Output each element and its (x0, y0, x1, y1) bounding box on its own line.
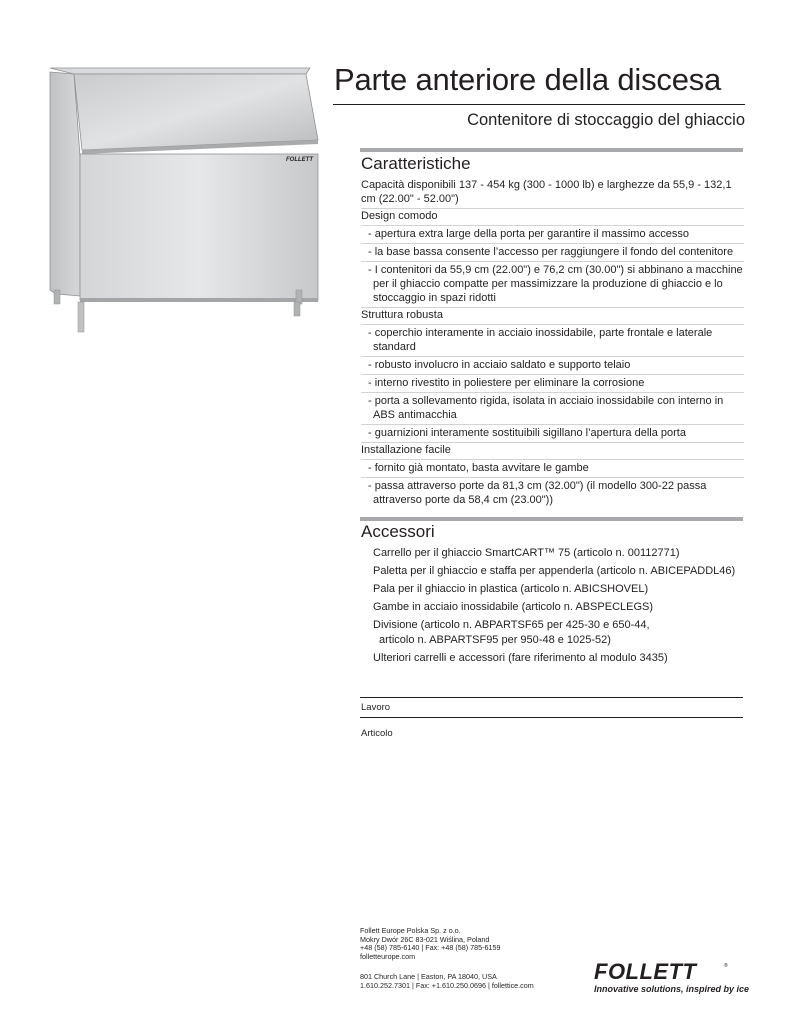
accessories-heading: Accessori (361, 522, 435, 541)
accessories-list (373, 546, 753, 669)
features-heading: Caratteristiche (361, 154, 471, 173)
footer-line: Follett Europe Polska Sp. z o.o. (360, 926, 461, 935)
feature-category: Struttura robusta (361, 308, 744, 325)
features-list (361, 177, 744, 509)
svg-text:®: ® (724, 963, 728, 969)
feature-bullet: - porta a sollevamento rigida, isolata in acciaio inossidabile con interno in ABS antimacchia (361, 393, 744, 425)
brand-badge: FOLLETT (286, 157, 313, 163)
accessory-item: Gambe in acciaio inossidabile (articolo n. ABSPECLEGS) (373, 601, 654, 613)
footer-usa-address (360, 973, 534, 990)
job-field-rule (360, 717, 743, 718)
feature-bullet: - fornito già montato, basta avvitare le gambe (361, 460, 744, 478)
accessory-item: Paletta per il ghiaccio e staffa per appenderla (articolo n. ABICEPADDL46) (373, 565, 736, 577)
feature-category: Installazione facile (361, 443, 744, 460)
feature-bullet: - robusto involucro in acciaio saldato e supporto telaio (361, 357, 744, 375)
footer-line: 1.610.252.7301 | Fax: +1.610.250.0696 | follettice.com (360, 980, 534, 990)
ice-bin-product-image (44, 60, 324, 340)
title-rule (333, 104, 745, 105)
feature-bullet: - passa attraverso porte da 81,3 cm (32.00") (il modello 300-22 passa attraverso porte da 58,4 cm (23.00")) (368, 480, 707, 506)
item-label: Articolo (361, 728, 393, 739)
feature-category: Design comodo (361, 209, 744, 226)
accessory-item: Ulteriori carrelli e accessori (fare riferimento al modulo 3435) (373, 651, 668, 664)
footer-line: Mokry Dwór 26C 83-021 Wiślina, Poland (360, 934, 490, 944)
accessory-item: Divisione (articolo n. ABPARTSF65 per 425-30 e 650-44, articolo n. ABPARTSF95 per 950-48 e 1025-52) (373, 619, 650, 646)
footer-line: +48 (58) 785-6140 | Fax: +48 (58) 785-6159 (360, 943, 501, 953)
job-field-top-rule (360, 697, 743, 698)
accessory-item: Carrello per il ghiaccio SmartCART™ 75 (articolo n. 00112771) (373, 547, 680, 559)
footer-line: 801 Church Lane | Easton, PA 18040, USA (360, 972, 497, 981)
accessory-item: Pala per il ghiaccio in plastica (articolo n. ABICSHOVEL) (373, 583, 649, 595)
logo-text: FOLLETT (594, 959, 697, 984)
accessories-section-bar (360, 517, 743, 521)
feature-bullet: - interno rivestito in poliestere per eliminare la corrosione (361, 375, 744, 393)
footer-europe-address (360, 927, 501, 961)
features-section-bar (360, 148, 743, 152)
job-label: Lavoro (361, 702, 391, 713)
feature-bullet: - guarnizioni interamente sostituibili sigillano l’apertura della porta (361, 425, 744, 443)
feature-bullet: - I contenitori da 55,9 cm (22.00") e 76,2 cm (30.00") si abbinano a macchine per il ghiaccio compatte per massimizzare la produzione di ghiaccio e lo stoccaggio in spazi ridotti (361, 262, 744, 308)
feature-bullet: - coperchio interamente in acciaio inossidabile, parte frontale e laterale standard (361, 325, 744, 357)
logo-tagline: Innovative solutions, inspired by ice (594, 984, 750, 994)
feature-bullet: - la base bassa consente l’accesso per raggiungere il fondo del contenitore (361, 244, 744, 262)
footer-line: folletteurope.com (360, 951, 416, 961)
feature-row: Capacità disponibili 137 - 454 kg (300 - 1000 lb) e larghezze da 55,9 - 132,1 cm (22.00" - 52.00") (361, 177, 744, 209)
page-subtitle: Contenitore di stoccaggio del ghiaccio (467, 111, 745, 129)
feature-bullet: - apertura extra large della porta per garantire il massimo accesso (361, 226, 744, 244)
page-title: Parte anteriore della discesa (334, 62, 722, 97)
